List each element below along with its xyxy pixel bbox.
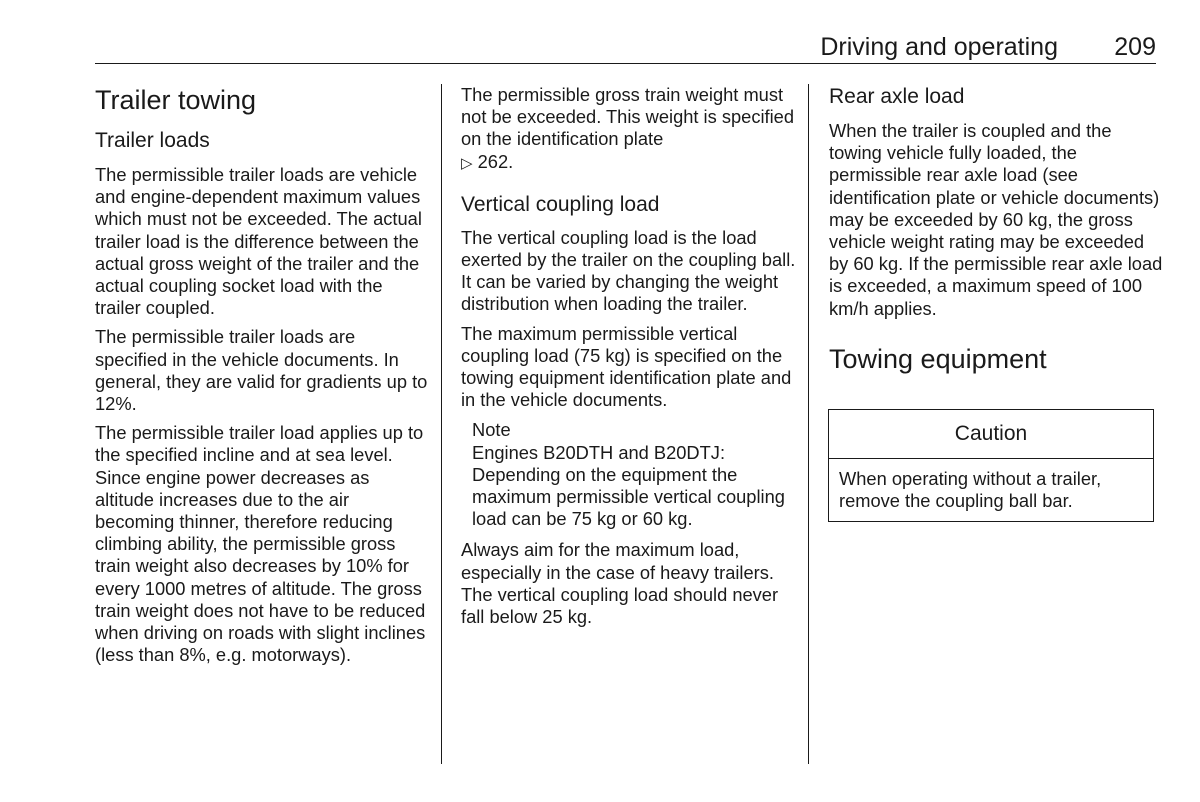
caution-box	[828, 409, 1154, 522]
section-heading-towing-equipment: Towing equipment	[829, 343, 1047, 374]
subheading-vertical-coupling-load: Vertical coupling load	[461, 192, 660, 216]
column-3	[829, 84, 1164, 375]
note-title: Note	[472, 419, 511, 441]
page-reference[interactable]: 262.	[477, 150, 514, 172]
paragraph: The maximum permissible vertical coupling load (75 kg) is specified on the towing equipment identification plate and in the vehicle documents.	[461, 322, 792, 411]
column-1	[95, 84, 430, 666]
paragraph-text: The permissible gross train weight must not be exceeded. This weight is specified on the identification plate	[461, 84, 794, 150]
section-heading-trailer-towing: Trailer towing	[95, 85, 257, 115]
section-title: Driving and operating	[820, 33, 1058, 61]
paragraph: Always aim for the maximum load, especially in the case of heavy trailers. The vertical coupling load should never fall below 25 kg.	[461, 539, 779, 628]
paragraph: The permissible trailer loads are specified in the vehicle documents. In general, they are valid for gradients up to 12%.	[95, 326, 428, 415]
column-divider-right	[808, 84, 809, 764]
caution-label: Caution	[829, 410, 1153, 459]
note-text: Engines B20DTH and B20DTJ: Depending on the equipment the maximum permissible vertical coupling load can be 75 kg or 60 kg.	[472, 441, 785, 530]
paragraph: The permissible trailer loads are vehicle and engine-dependent maximum values which must not be exceeded. The actual trailer load is the difference between the actual gross weight of the trailer and the actual coupling socket load with the trailer coupled.	[95, 164, 422, 319]
paragraph	[461, 84, 796, 175]
subheading-rear-axle-load: Rear axle load	[829, 85, 965, 108]
paragraph: When the trailer is coupled and the towing vehicle fully loaded, the permissible rear axle load (see identification plate or vehicle documents) may be exceeded by 60 kg, the gross vehicle weight rating may be exceeded by 60 kg. If the permissible rear axle load is exceeded, a maximum speed of 100 km/h applies.	[829, 120, 1163, 319]
page-number: 209	[1114, 33, 1156, 61]
note-block	[461, 419, 796, 530]
paragraph: The vertical coupling load is the load exerted by the trailer on the coupling ball. It can be varied by changing the weight distribution when loading the trailer.	[461, 226, 796, 315]
paragraph: The permissible trailer load applies up to the specified incline and at sea level. Since engine power decreases as altitude increases due to the air becoming thinner, therefore reducing climbing ability, the permissible gross train weight also decreases by 10% for every 1000 metres of altitude. The gross train weight does not have to be reduced when driving on roads with slight inclines (less than 8%, e.g. motorways).	[95, 422, 426, 666]
subheading-trailer-loads: Trailer loads	[95, 129, 210, 152]
column-divider-left	[441, 84, 442, 764]
caution-text: When operating without a trailer, remove the coupling ball bar.	[839, 468, 1102, 512]
column-2	[461, 84, 796, 628]
page-reference-arrow-icon: ▷	[461, 154, 473, 172]
header-rule	[95, 63, 1156, 64]
